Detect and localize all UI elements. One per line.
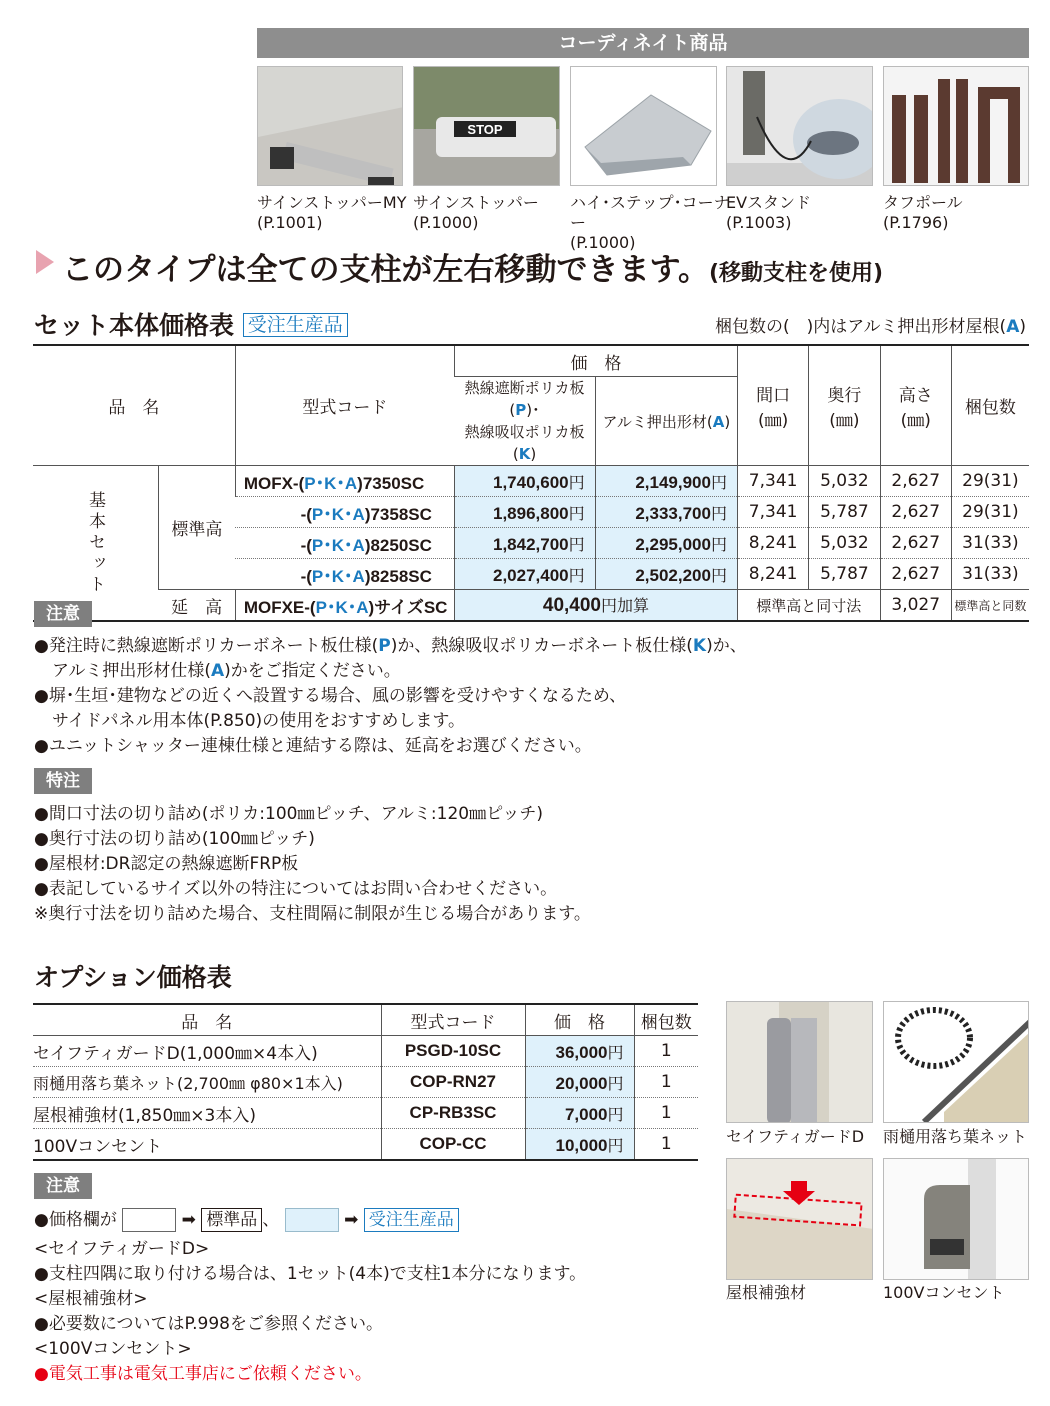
header-width: 間口 (㎜) [737, 345, 808, 466]
table-row: 延 高 MOFXE-(P･K･A)サイズSC 40,400円加算 標準高と同寸法 3,027 標準高と同数 [33, 590, 1029, 622]
subgroup-label: 標準高 [159, 466, 236, 590]
roof-reinforcement-photo [726, 1158, 873, 1280]
table-row: 基本セット 標準高 MOFX-(P･K･A)7350SC 1,740,600円 2,149,900円 7,341 5,032 2,627 29(31) [33, 466, 1029, 497]
triangle-icon [36, 250, 54, 274]
header-depth: 奥行 (㎜) [809, 345, 880, 466]
table-row: -(P･K･A)8258SC 2,027,400円 2,502,200円 8,241 5,787 2,627 31(33) [33, 559, 1029, 590]
group-label: 基本セット [33, 466, 159, 622]
made-to-order-badge: 受注生産品 [243, 313, 348, 337]
coordinate-header: コーディネイト商品 [257, 28, 1029, 58]
order-legend-box [285, 1208, 339, 1232]
coordinate-item: EVスタンド (P.1003) [726, 193, 812, 232]
safety-guard-photo [726, 1001, 873, 1123]
option-table-title: オプション価格表 [34, 963, 232, 992]
header-name: 品 名 [33, 345, 235, 466]
leaf-net-photo [883, 1001, 1029, 1123]
table-row: 雨樋用落ち葉ネット(2,700㎜ φ80×1本入) COP-RN27 20,000円 1 [33, 1067, 698, 1098]
caution-notes: ●発注時に熱線遮断ポリカーボネート板仕様(P)か、熱線吸収ポリカーボネート板仕様(K)か、 アルミ押出形材仕様(A)かをご指定ください。 ●塀･生垣･建物などの近くへ設置する場合、風の影響を受けやすくなるため、 サイドパネル用本体(P.850)の使用をおすすめします。 ●ユニットシャッター連棟仕様と連結する際は、延高をお選びください。 [34, 636, 747, 756]
option-notes: ●価格欄が ➡ 標準品 、 ➡ 受注生産品 <セイフティガードD> ●支柱四隅に取り付ける場合は、1セット(4本)で支柱1本分になります。 <屋根補強材> ●必要数についてはP.998をご参照ください。 <100Vコンセント> ●電気工事は電気工事店にご依頼ください。 [34, 1208, 714, 1387]
headline: このタイプは全ての支柱が左右移動できます。(移動支柱を使用) [36, 244, 1036, 289]
option-price-table: 品 名 型式コード 価 格 梱包数 セイフティガードD(1,000㎜×4本入) PSGD-10SC 36,000円 1 雨樋用落ち葉ネット(2,700㎜ φ80×1本入) COP-RN27 20,000円 1 屋根補強材(1,850㎜×3本入) CP-RB3SC 7,000円 1 100Vコンセント COP-CC 10,000円 1 [33, 1003, 698, 1161]
table-row: 100Vコンセント COP-CC 10,000円 1 [33, 1129, 698, 1161]
tough-pole-photo [883, 66, 1029, 186]
stop-sign-text: STOP [467, 122, 503, 137]
ev-stand-photo [726, 66, 873, 186]
sign-stopper-photo [413, 66, 560, 186]
coordinate-item: ハイ･ステップ･コーナー (P.1000) [570, 193, 730, 252]
header-price: 価 格 [454, 345, 737, 377]
table-row: -(P･K･A)7358SC 1,896,800円 2,333,700円 7,341 5,787 2,627 29(31) [33, 497, 1029, 528]
header-poly: 熱線遮断ポリカ板(P)･ 熱線吸収ポリカ板(K) [454, 377, 595, 466]
special-order-tag: 特注 [34, 768, 92, 794]
sign-stopper-my-photo [257, 66, 403, 186]
header-pack: 梱包数 [951, 345, 1029, 466]
caution-tag: 注意 [34, 1173, 92, 1199]
option-caption: セイフティガードD [726, 1127, 865, 1146]
header-height: 高さ (㎜) [880, 345, 951, 466]
coordinate-item: タフポール (P.1796) [883, 193, 963, 232]
special-order-notes: ●間口寸法の切り詰め(ポリカ:100㎜ピッチ、アルミ:120㎜ピッチ) ●奥行寸法の切り詰め(100㎜ピッチ) ●屋根材:DR認定の熱線遮断FRP板 ●表記しているサイズ以外の特注についてはお問い合わせください。 ※奥行寸法を切り詰めた場合、支柱間隔に制限が生じる場合があります。 [34, 804, 591, 924]
standard-legend-box [122, 1208, 176, 1232]
table-row: 屋根補強材(1,850㎜×3本入) CP-RB3SC 7,000円 1 [33, 1098, 698, 1129]
option-caption: 雨樋用落ち葉ネット [883, 1127, 1028, 1146]
option-caption: 100Vコンセント [883, 1283, 1005, 1302]
arrow-icon: ➡ [344, 1210, 359, 1230]
high-step-corner-photo [570, 66, 717, 186]
option-caption: 屋根補強材 [726, 1283, 807, 1302]
set-table-title: セット本体価格表 受注生産品 [34, 306, 348, 342]
table-row: セイフティガードD(1,000㎜×4本入) PSGD-10SC 36,000円 1 [33, 1036, 698, 1067]
coordinate-item: サインストッパーMY (P.1001) [257, 193, 407, 232]
caution-tag: 注意 [34, 601, 92, 627]
header-code: 型式コード [235, 345, 454, 466]
header-alu: アルミ押出形材(A) [595, 377, 737, 466]
price-legend: ●価格欄が ➡ 標準品 、 ➡ 受注生産品 [34, 1208, 714, 1233]
set-price-table [33, 344, 1029, 622]
outlet-photo [883, 1158, 1029, 1280]
table-row: -(P･K･A)8250SC 1,842,700円 2,295,000円 8,241 5,032 2,627 31(33) [33, 528, 1029, 559]
arrow-icon: ➡ [181, 1210, 196, 1230]
pack-note: 梱包数の( )内はアルミ押出形材屋根(A) [714, 317, 1026, 337]
coordinate-item: サインストッパー (P.1000) [413, 193, 539, 232]
